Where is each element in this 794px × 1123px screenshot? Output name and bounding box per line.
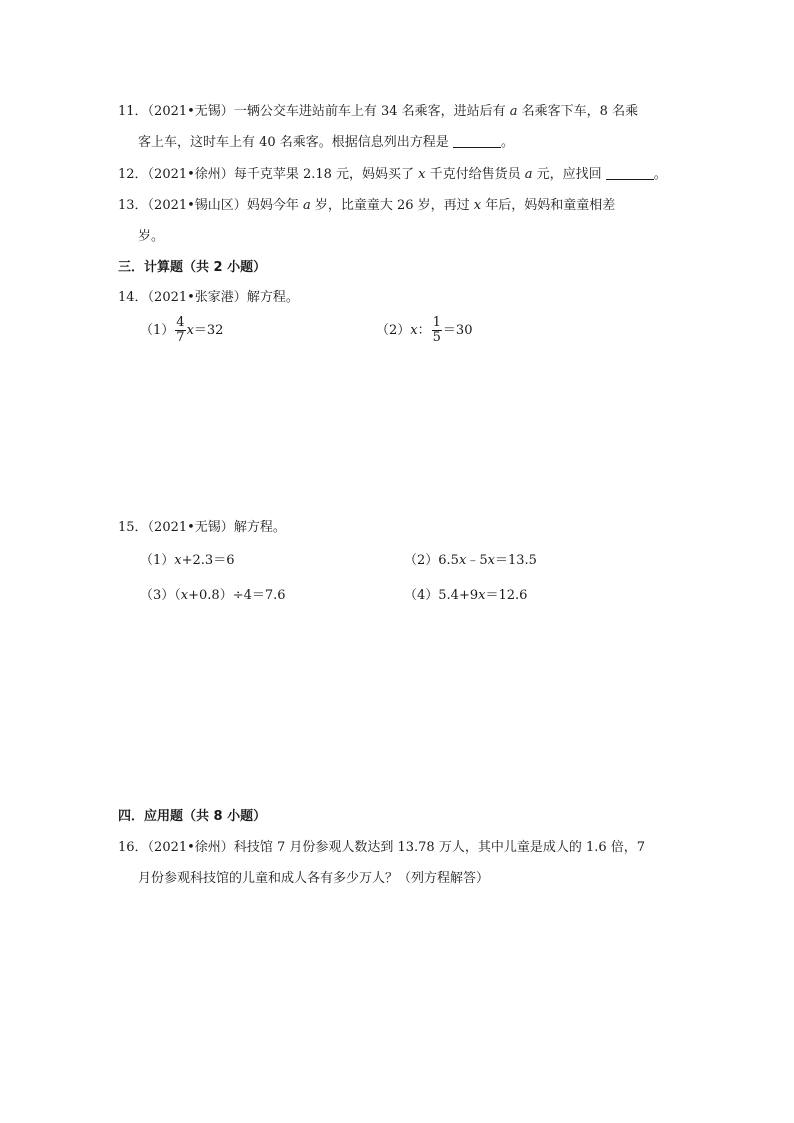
fraction: $\frac{4}{7}$ <box>176 315 185 345</box>
question-11-line-1: 11．（2021•无锡）一辆公交车进站前车上有 34 名乘客，进站后有 a 名乘客下车，8 名乘 <box>118 104 639 119</box>
variable-a: a <box>509 104 518 119</box>
question-12: 12．（2021•徐州）每千克苹果 2.18 元，妈妈买了 x 千克付给售货员 a 元，应找回 。 <box>118 167 667 182</box>
question-13-line-1: 13．（2021•锡山区）妈妈今年 a 岁，比童童大 26 岁，再过 x 年后，妈妈和童童相差 <box>118 198 616 213</box>
question-14: 14．（2021•张家港）解方程。 <box>118 290 299 305</box>
variable-x: x <box>418 167 426 182</box>
question-15-part-4: （4）5.4+9x＝12.6 <box>404 588 528 603</box>
question-15: 15．（2021•无锡）解方程。 <box>118 520 286 535</box>
fraction: $\frac{1}{5}$ <box>432 315 441 345</box>
question-15-part-2: （2）6.5x﹣5x＝13.5 <box>404 553 537 568</box>
answer-blank[interactable] <box>606 166 654 180</box>
question-number: 15． <box>118 520 148 535</box>
question-13-line-2: 岁。 <box>138 229 165 244</box>
question-14-part-1: （1） $\frac{4}{7}$ x＝32 <box>140 315 224 345</box>
section-heading-calculation: 三．计算题（共 2 小题） <box>118 260 267 275</box>
variable-x: x <box>186 323 194 338</box>
question-number: 13． <box>118 198 148 213</box>
section-heading-application: 四．应用题（共 8 小题） <box>118 809 267 824</box>
question-source: （2021•徐州） <box>147 840 234 855</box>
question-number: 12． <box>118 167 148 182</box>
variable-x: x <box>487 553 495 568</box>
question-14-part-2: （2）x： $\frac{1}{5}$ ＝30 <box>376 315 473 345</box>
question-number: 16． <box>118 840 148 855</box>
question-number: 14． <box>118 290 148 305</box>
variable-x: x <box>174 553 182 568</box>
question-source: （2021•无锡） <box>147 520 234 535</box>
variable-a: a <box>302 198 311 213</box>
variable-x: x <box>458 553 467 568</box>
question-16-line-2: 月份参观科技馆的儿童和成人各有多少万人？（列方程解答） <box>138 871 490 886</box>
question-source: （2021•锡山区） <box>147 198 247 213</box>
question-11-line-2: 客上车，这时车上有 40 名乘客。根据信息列出方程是 。 <box>138 135 514 150</box>
variable-x: x <box>410 323 418 338</box>
question-source: （2021•张家港） <box>147 290 247 305</box>
variable-x: x <box>473 198 482 213</box>
variable-x: x <box>478 588 486 603</box>
question-number: 11． <box>118 104 148 119</box>
variable-x: x <box>180 588 189 603</box>
question-15-part-1: （1）x+2.3＝6 <box>140 553 235 568</box>
question-15-part-3: （3）（x+0.8）÷4＝7.6 <box>140 588 286 603</box>
variable-a: a <box>524 167 533 182</box>
question-16-line-1: 16．（2021•徐州）科技馆 7 月份参观人数达到 13.78 万人，其中儿童是成人的 1.6 倍，7 <box>118 840 646 855</box>
question-source: （2021•徐州） <box>147 167 234 182</box>
question-source: （2021•无锡） <box>147 104 234 119</box>
answer-blank[interactable] <box>453 134 501 148</box>
